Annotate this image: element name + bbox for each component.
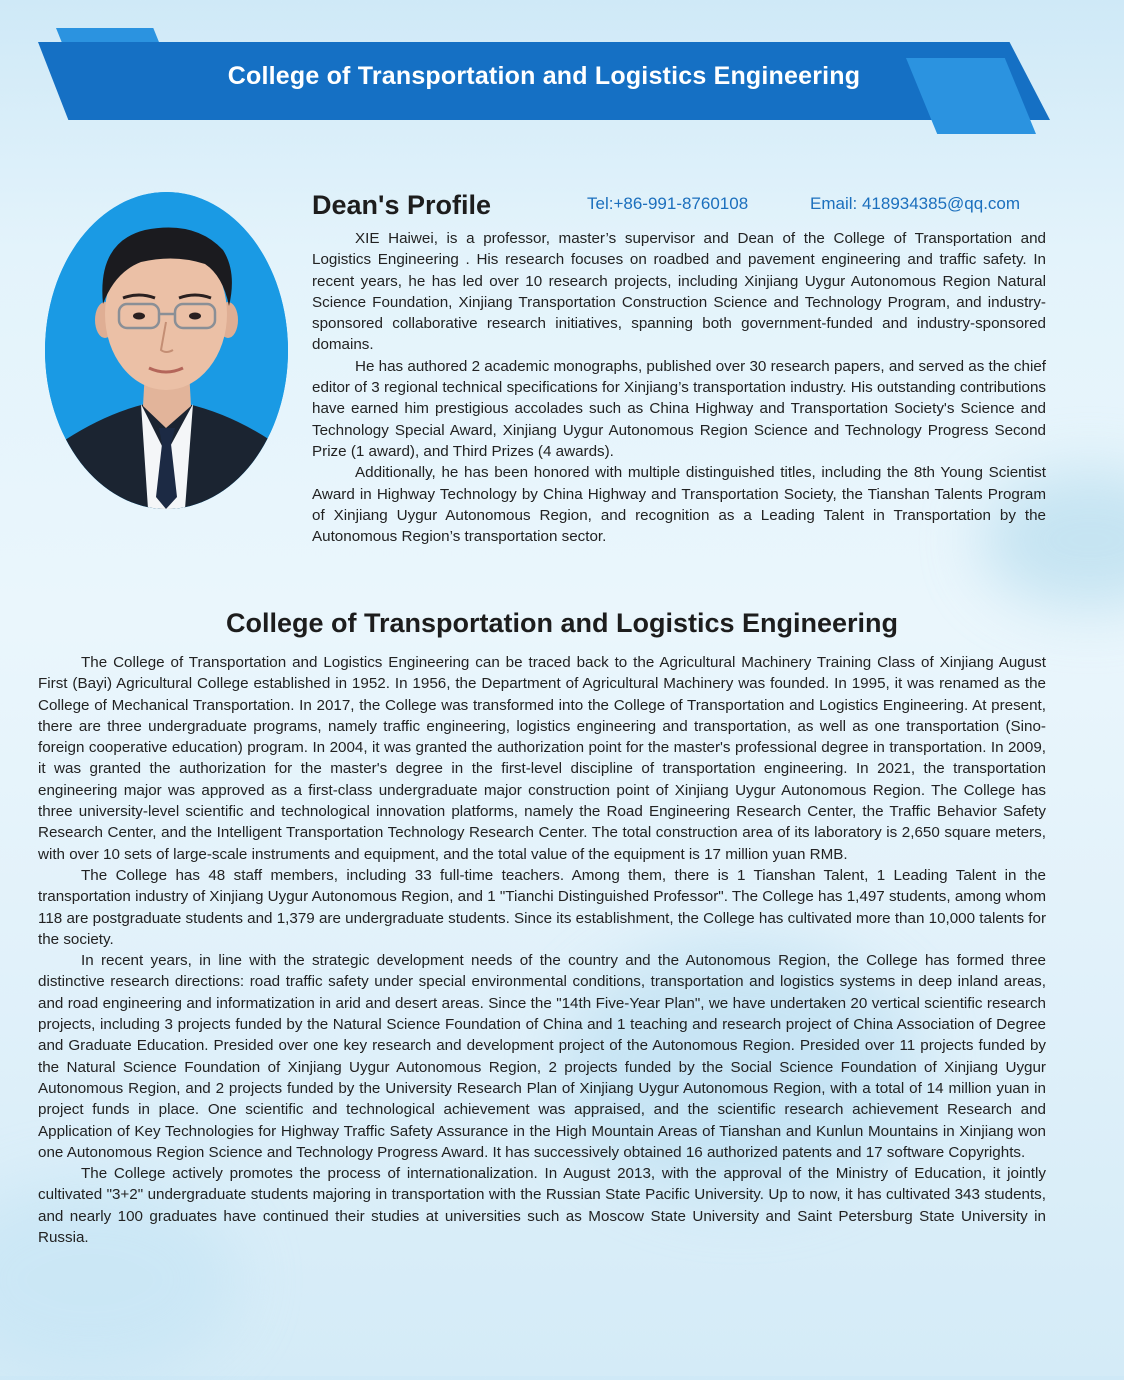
college-description [38, 652, 1046, 1248]
college-paragraph: The College has 48 staff members, including 33 full-time teachers. Among them, there is 1 Tianshan Talent, 1 Leading Talent in the transportation industry of Xinjiang Uygur Autonomous Region, and 1 "Tianchi Distinguished Professor". The College has 1,497 students, among whom 118 are postgraduate students and 1,379 are undergraduate students. Since its establishment, the College has cultivated more than 10,000 talents for the society. [38, 866, 1046, 948]
college-section-title: College of Transportation and Logistics Engineering [225, 608, 899, 638]
dean-profile-text [312, 228, 1046, 547]
college-paragraph: In recent years, in line with the strategic development needs of the country and the Autonomous Region, the College has formed three distinctive research directions: road traffic safety under special environmental conditions, transportation and logistics systems in deep inland areas, and road engineering and informatization in arid and desert areas. Since the "14th Five-Year Plan", we have undertaken 20 vertical scientific research projects, including 3 projects funded by the Natural Science Foundation of China and 1 teaching and research project of China Association of Degree and Graduate Education. Presided over one key research and development project of the Autonomous Region. Presided over 11 projects funded by the Natural Science Foundation of Xinjiang Uygur Autonomous Region, 2 projects funded by the Social Science Foundation of Xinjiang Uygur Autonomous Region, and 2 projects funded by the University Research Plan of Xinjiang Uygur Autonomous Region, with a total of 14 million yuan in project funds in place. One scientific and technological achievement was appraised, and the scientific research achievement Research and Application of Key Technologies for Highway Traffic Safety Assurance in the High Mountain Areas of Tianshan and Kunlun Mountains in Xinjiang won one Autonomous Region Science and Technology Progress Award. It has successively obtained 16 authorized patents and 17 software Copyrights. [38, 952, 1046, 1161]
dean-portrait [45, 192, 288, 509]
dean-profile-header [312, 186, 1046, 226]
dean-email: Email: 418934385@qq.com [810, 194, 1021, 213]
college-paragraph: The College of Transportation and Logistics Engineering can be traced back to the Agricultural Machinery Training Class of Xinjiang August First (Bayi) Agricultural College established in 1952. In 1956, the Department of Agricultural Machinery was founded. In 1995, it was renamed as the College of Mechanical Transportation. In 2017, the College was transformed into the College of Transportation and Logistics Engineering. At present, there are three undergraduate programs, namely traffic engineering, logistics engineering and transportation, as well as one transportation (Sino-foreign cooperative education) program. In 2004, it was granted the authorization point for the master's professional degree in transportation. In 2009, it was granted the authorization for the master's degree in the first-level discipline of transportation engineering. In 2021, the transportation engineering major was approved as a first-class undergraduate major construction point of Xinjiang Uygur Autonomous Region. The College has three university-level scientific and technological innovation platforms, namely the Road Engineering Research Center, the Traffic Behavior Safety Research Center, and the Intelligent Transportation Technology Research Center. The total construction area of its laboratory is 2,650 square meters, with over 10 sets of large-scale instruments and equipment, and the total value of the equipment is 17 million yuan RMB. [38, 654, 1046, 863]
profile-paragraph: XIE Haiwei, is a professor, master’s supervisor and Dean of the College of Transportation and Logistics Engineering . His research focuses on roadbed and pavement engineering and traffic safety. In recent years, he has led over 10 research projects, including Xinjiang Uygur Autonomous Region Natural Science Foundation, Xinjiang Transportation Construction Science and Technology Program, and industry-sponsored collaborative research initiatives, spanning both government-funded and industry-sponsored domains. [312, 230, 1046, 354]
profile-paragraph: He has authored 2 academic monographs, published over 30 research papers, and served as the chief editor of 3 regional technical specifications for Xinjiang’s transportation industry. His outstanding contributions have earned him prestigious accolades such as China Highway and Transportation Society's Science and Technology Special Award, Xinjiang Uygur Autonomous Region Science and Technology Progress Second Prize (1 award), and Third Prizes (4 awards). [312, 357, 1046, 460]
profile-paragraph: Additionally, he has been honored with multiple distinguished titles, including the 8th Young Scientist Award in Highway Technology by China Highway and Transportation Society, the Tianshan Talents Program of Xinjiang Uygur Autonomous Region, and recognition as a Leading Talent in Transportation by the Autonomous Region’s transportation sector. [312, 464, 1046, 546]
banner-title: College of Transportation and Logistics Engineering [227, 62, 861, 90]
dean-portrait-illustration [45, 192, 288, 509]
dean-profile-title: Dean's Profile [312, 190, 491, 220]
dean-telephone: Tel:+86-991-8760108 [587, 194, 749, 213]
college-paragraph: The College actively promotes the process of internationalization. In August 2013, with the approval of the Ministry of Education, it jointly cultivated "3+2" undergraduate students majoring in transportation with the Russian State Pacific University. Up to now, it has cultivated 343 students, and nearly 100 graduates have continued their studies at universities such as Moscow State University and Saint Petersburg State University in Russia. [38, 1165, 1046, 1247]
header-banner [38, 42, 1050, 134]
